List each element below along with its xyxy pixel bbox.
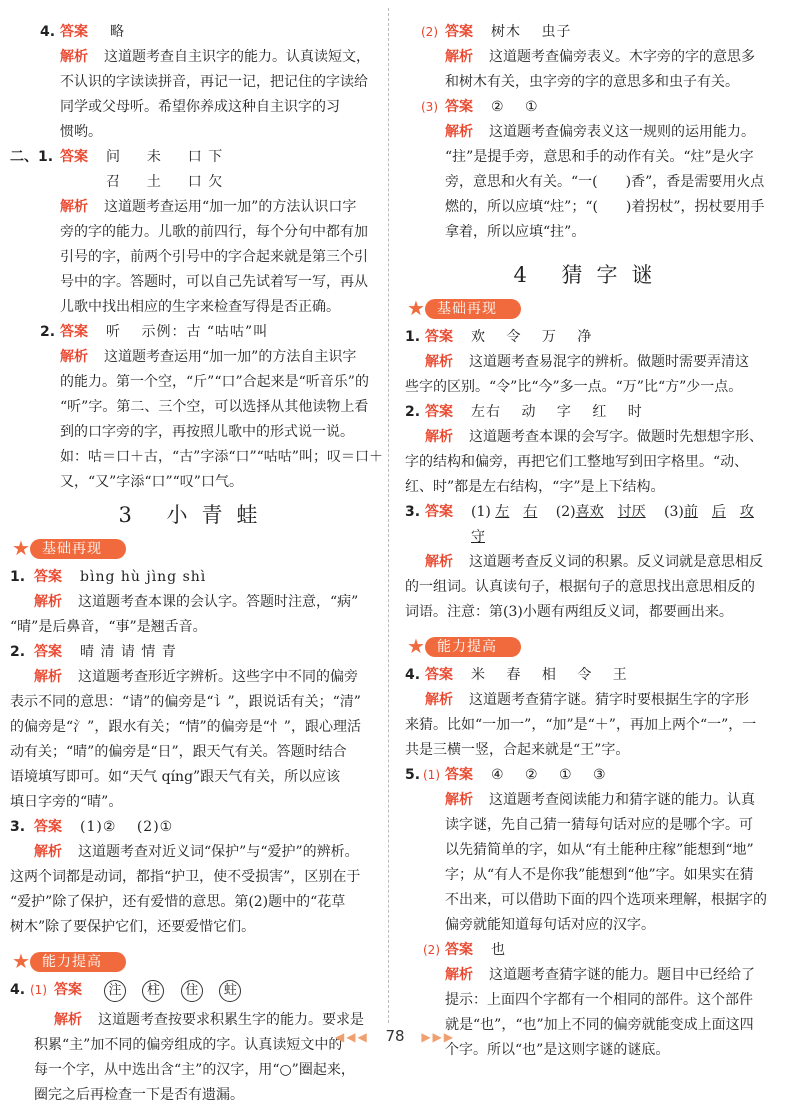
answer-label: 答案 xyxy=(54,982,82,998)
explain-label: 解析 xyxy=(34,669,62,685)
answer-label: 答案 xyxy=(60,324,88,340)
question-1 xyxy=(405,325,775,350)
explain-text: 引号的字，前两个引号中的字合起来就是第三个引 xyxy=(60,249,368,265)
question-number: 3. xyxy=(10,819,26,835)
question-3 xyxy=(405,500,775,525)
banner-label: 能力提高 xyxy=(425,637,521,657)
question-4-sub2 xyxy=(405,20,775,45)
answer-text: bìng hù jìng shì xyxy=(80,569,207,585)
explain-text: 这道题考查按要求积累生字的能力。要求是 xyxy=(98,1012,364,1028)
left-column xyxy=(10,20,383,1108)
star-person-icon: ★ xyxy=(407,634,425,658)
circled-char: 住 xyxy=(181,980,203,1002)
sub-number: (3) xyxy=(421,100,438,114)
explain-text: 不认识的字读读拼音，再记一记，把记住的字读给 xyxy=(60,74,368,90)
question-4 xyxy=(405,663,775,688)
circled-char: 柱 xyxy=(142,980,164,1002)
explain-text: 共是三横一竖，合起来就是“王”字。 xyxy=(405,742,630,758)
column-divider xyxy=(388,8,389,1023)
question-4 xyxy=(10,20,380,45)
explain-text: 号中的字。答题时，可以自己先试着写一写，再从 xyxy=(60,274,368,290)
circle-answers xyxy=(98,978,247,1003)
section-banner xyxy=(405,633,775,663)
explain-label: 解析 xyxy=(60,349,88,365)
explain-text: 这道题考查阅读能力和猜字谜的能力。认真 xyxy=(489,792,755,808)
answer-label: 答案 xyxy=(60,149,88,165)
question-2 xyxy=(405,400,775,425)
circled-char: 注 xyxy=(104,980,126,1002)
question-number: 5. xyxy=(405,767,421,783)
banner-label: 基础再现 xyxy=(30,539,126,559)
explain-text: 这道题考查反义词的积累。反义词就是意思相反 xyxy=(469,554,763,570)
explain-label: 解析 xyxy=(60,49,88,65)
explain-label: 解析 xyxy=(425,354,453,370)
answer-text: ② ① xyxy=(491,99,539,115)
explain-text: 的能力。第一个空，“斤”“口”合起来是“听音乐”的 xyxy=(60,374,369,390)
explain-text: 些字的区别。“令”比“今”多一点。“万”比“方”少一点。 xyxy=(405,379,743,395)
question-2 xyxy=(10,640,380,665)
explain-text: 旁，意思和火有关。“一( )香”，香是需要用火点 xyxy=(445,174,765,190)
answer-text: 欢 令 万 净 xyxy=(471,329,593,345)
explain-text: 这道题考查猜字谜。猜字时要根据生字的字形 xyxy=(469,692,749,708)
answer-text: ④ ② ① ③ xyxy=(491,767,607,783)
explain-label: 解析 xyxy=(425,692,453,708)
answer-text: 树木 虫子 xyxy=(491,24,572,40)
section-banner xyxy=(10,535,380,565)
answer-label: 答案 xyxy=(425,667,453,683)
explain-text: 又，“又”字添“口”“叹”口气。 xyxy=(60,474,243,490)
sub-number: (1) xyxy=(423,768,440,782)
explain-text: 来猜。比如“一加一”，“加”是“＋”，再加上两个“一”，一 xyxy=(405,717,757,733)
explain-text: 字的结构和偏旁，再把它们工整地写到田字格里。“动、 xyxy=(405,454,749,470)
star-person-icon: ★ xyxy=(407,296,425,320)
sub-number: (1) xyxy=(30,983,47,997)
explain-text: 这道题考查自主识字的能力。认真读短文， xyxy=(104,49,370,65)
explain-text: 语境填写即可。如“天气 qíng”跟天气有关，所以应该 xyxy=(10,769,341,785)
answer-text: 守 xyxy=(471,529,485,545)
question-number: 1. xyxy=(405,329,421,345)
answer-label: 答案 xyxy=(445,942,473,958)
explain-text: 词语。注意：第(3)小题有两组反义词，都要画出来。 xyxy=(405,604,733,620)
question-5-sub2 xyxy=(405,938,775,963)
explain-text: 这道题考查偏旁表义这一规则的运用能力。 xyxy=(489,124,755,140)
question-number: 4. xyxy=(405,667,421,683)
answer-text: 左右 动 字 红 时 xyxy=(471,404,643,420)
page-footer xyxy=(0,1027,790,1045)
answer-text: 也 xyxy=(491,942,506,958)
section-banner xyxy=(10,948,380,978)
explain-text: 这道题考查偏旁表义。木字旁的字的意思多 xyxy=(489,49,755,65)
explain-text: 的偏旁是“氵”，跟水有关；“情”的偏旁是“忄”，跟心理活 xyxy=(10,719,361,735)
explain-text: 这道题考查对近义词“保护”与“爱护”的辨析。 xyxy=(78,844,359,860)
answer-label: 答案 xyxy=(445,767,473,783)
explain-text: 旁的字的能力。儿歌的前四行，每个分句中都有加 xyxy=(60,224,368,240)
explain-text: 表示不同的意思：“请”的偏旁是“讠”，跟说话有关；“清” xyxy=(10,694,361,710)
explain-label: 解析 xyxy=(445,49,473,65)
explain-label: 解析 xyxy=(445,967,473,983)
explain-text: 这两个词都是动词，都指“护卫，使不受损害”，区别在于 xyxy=(10,869,361,885)
answer-label: 答案 xyxy=(425,329,453,345)
question-number: 3. xyxy=(405,504,421,520)
explain-text: 同学或父母听。希望你养成这种自主识字的习 xyxy=(60,99,340,115)
explain-text: 积累“主”加不同的偏旁组成的字。认真读短文中的 xyxy=(34,1037,343,1053)
explain-text: “听”字。第二、三个空，可以选择从其他读物上看 xyxy=(60,399,369,415)
explain-label: 解析 xyxy=(425,429,453,445)
answer-text: (1)② (2)① xyxy=(80,819,174,835)
answer-text: 问 未 口 下 xyxy=(106,149,224,165)
explain-text: 儿歌中找出相应的生字来检查写得是否正确。 xyxy=(60,299,340,315)
question-number: 2. xyxy=(10,644,26,660)
explain-text: 动有关；“晴”的偏旁是“日”，跟天气有关。答题时结合 xyxy=(10,744,347,760)
explain-text: 拿着，所以应填“拄”。 xyxy=(445,224,586,240)
lesson-title: 3 小青蛙 xyxy=(118,503,272,527)
explain-text: 这道题考查本课的会认字。答题时注意，“病” xyxy=(78,594,359,610)
answer-text: 米 春 相 令 王 xyxy=(471,667,628,683)
explain-text: 惯哟。 xyxy=(60,124,102,140)
banner-label: 能力提高 xyxy=(30,952,126,972)
answer-label: 答案 xyxy=(60,24,88,40)
right-column xyxy=(405,20,775,1063)
question-number: 二、1. xyxy=(10,149,54,165)
explain-text: 燃的，所以应填“炷”；“( )着拐杖”，拐杖要用手 xyxy=(445,199,765,215)
answer-label: 答案 xyxy=(425,404,453,420)
explain-label: 解析 xyxy=(34,844,62,860)
explain-text: 偏旁就能知道每句话对应的汉字。 xyxy=(445,917,655,933)
explain-text: 到的口字旁的字，再按照儿歌中的形式说一说。 xyxy=(60,424,354,440)
explain-text: 圈完之后再检查一下是否有遗漏。 xyxy=(34,1087,244,1103)
answer-label: 答案 xyxy=(425,504,453,520)
question-number: 4. xyxy=(10,982,26,998)
answer-text: 略 xyxy=(110,24,125,40)
explain-text: 红、时”都是左右结构，“字”是上下结构。 xyxy=(405,479,665,495)
explain-label: 解析 xyxy=(60,199,88,215)
answer-text: (1) 左 右 (2)喜欢 讨厌 (3)前 后 攻 xyxy=(471,504,754,520)
explain-text: 和树木有关，虫字旁的字的意思多和虫子有关。 xyxy=(445,74,739,90)
explain-text: 这道题考查猜字谜的能力。题目中已经给了 xyxy=(489,967,755,983)
section-banner xyxy=(405,295,775,325)
explain-text: “拄”是提手旁，意思和手的动作有关。“炷”是火字 xyxy=(445,149,754,165)
answer-label: 答案 xyxy=(34,569,62,585)
answer-label: 答案 xyxy=(34,644,62,660)
explain-text: 如：咕＝口＋古，“古”字添“口”“咕咕”叫；叹＝口＋ xyxy=(60,449,383,465)
question-4-sub3 xyxy=(405,95,775,120)
explain-text: 不出来，可以借助下面的四个选项来理解，根据字的 xyxy=(445,892,767,908)
answer-text: 晴 清 请 情 青 xyxy=(80,644,177,660)
explain-text: 读字谜，先自己猜一猜每句话对应的是哪个字。可 xyxy=(445,817,753,833)
page-number: 78 xyxy=(385,1027,405,1045)
answer-label: 答案 xyxy=(445,99,473,115)
sub-number: (2) xyxy=(421,25,438,39)
explain-text: 就是“也”，“也”加上不同的偏旁就能变成上面这四 xyxy=(445,1017,754,1033)
star-person-icon: ★ xyxy=(12,949,30,973)
answer-label: 答案 xyxy=(34,819,62,835)
explain-text: “爱护”除了保护，还有爱惜的意思。第(2)题中的“花草 xyxy=(10,894,346,910)
explain-text: 树木”除了要保护它们，还要爱惜它们。 xyxy=(10,919,256,935)
section2-question-2 xyxy=(10,320,380,345)
explain-text: 这道题考查运用“加一加”的方法自主识字 xyxy=(104,349,357,365)
prev-arrows-icon: ◀◀◀ xyxy=(334,1030,369,1044)
answer-text: 听 示例：古 “咕咕”叫 xyxy=(106,324,269,340)
explain-text: 以先猜简单的字，如从“有土能种庄稼”能想到“地” xyxy=(445,842,754,858)
question-number: 2. xyxy=(40,324,56,340)
banner-label: 基础再现 xyxy=(425,299,521,319)
explain-text: 这道题考查易混字的辨析。做题时需要弄清这 xyxy=(469,354,749,370)
answer-label: 答案 xyxy=(445,24,473,40)
explain-text: 这道题考查运用“加一加”的方法认识口字 xyxy=(104,199,357,215)
explain-label: 解析 xyxy=(34,594,62,610)
explain-text: “晴”是后鼻音，“事”是翘舌音。 xyxy=(10,619,207,635)
next-arrows-icon: ▶▶▶ xyxy=(421,1030,456,1044)
question-1 xyxy=(10,565,380,590)
circled-char: 蛀 xyxy=(219,980,241,1002)
explain-text: 填日字旁的“晴”。 xyxy=(10,794,123,810)
explain-text: 字；从“有人不是你我”能想到“他”字。如果实在猜 xyxy=(445,867,754,883)
explain-label: 解析 xyxy=(425,554,453,570)
explain-text: 的一组词。认真读句子，根据句子的意思找出意思相反的 xyxy=(405,579,755,595)
section2-question-1 xyxy=(10,145,380,170)
explain-text: 每一个字，从中选出含“主”的汉字，用“○”圈起来， xyxy=(34,1062,355,1078)
question-5 xyxy=(405,763,775,788)
explain-text: 这道题考查本课的会写字。做题时先想想字形、 xyxy=(469,429,763,445)
star-person-icon: ★ xyxy=(12,536,30,560)
question-number: 4. xyxy=(40,24,56,40)
question-number: 2. xyxy=(405,404,421,420)
explain-text: 提示：上面四个字都有一个相同的部件。这个部件 xyxy=(445,992,753,1008)
explain-label: 解析 xyxy=(445,124,473,140)
explain-label: 解析 xyxy=(445,792,473,808)
sub-number: (2) xyxy=(423,943,440,957)
answer-text: 召 土 口 欠 xyxy=(106,174,224,190)
question-number: 1. xyxy=(10,569,26,585)
explain-text: 个字。所以“也”是这则字谜的谜底。 xyxy=(445,1042,670,1058)
explain-label: 解析 xyxy=(54,1012,82,1028)
question-4 xyxy=(10,978,380,1008)
question-3 xyxy=(10,815,380,840)
explain-text: 这道题考查形近字辨析。这些字中不同的偏旁 xyxy=(78,669,358,685)
lesson-title: 4 猜字谜 xyxy=(513,263,667,287)
